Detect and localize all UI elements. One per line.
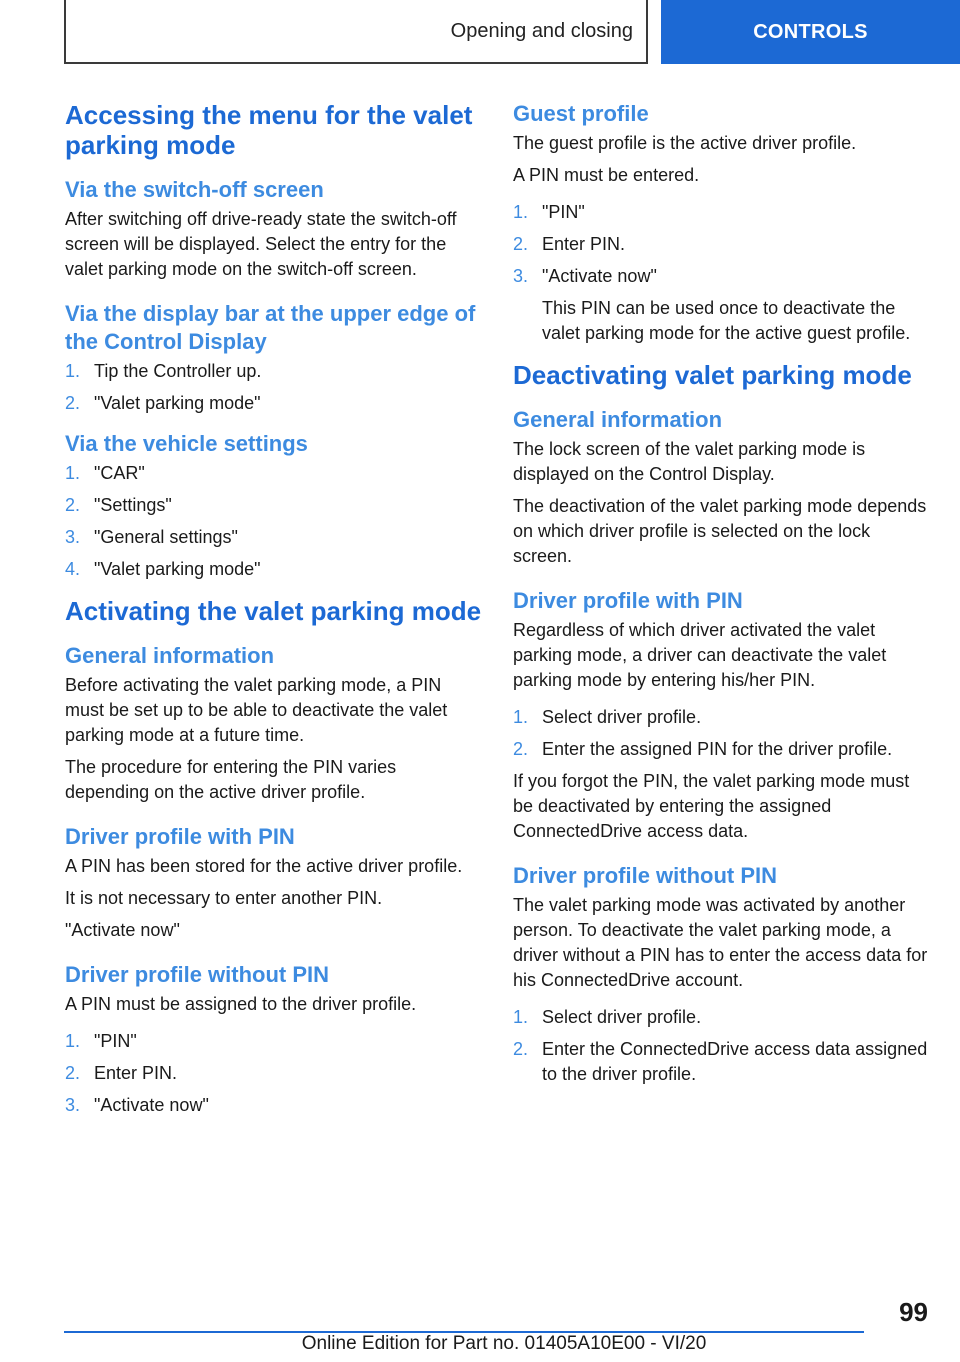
section-with-pin xyxy=(65,823,485,943)
paragraph-guest-1: The guest profile is the active driver profile. xyxy=(513,133,857,153)
list-number: 1. xyxy=(513,1007,529,1027)
list-number: 2. xyxy=(513,739,529,759)
heading-switch-off-screen: Via the switch-off screen xyxy=(65,177,324,202)
list-item xyxy=(65,359,485,384)
header-chapter-tab xyxy=(661,0,960,64)
section-with-pin-right xyxy=(513,587,933,844)
heading-deactivating: Deactivating valet parking mode xyxy=(513,360,912,390)
header-section-title: Opening and closing xyxy=(450,19,633,42)
paragraph-guest-2: A PIN must be entered. xyxy=(513,165,700,185)
section-display-bar xyxy=(65,300,485,416)
list-item xyxy=(65,1061,485,1086)
header-chapter-title: CONTROLS xyxy=(753,20,868,43)
paragraph-switch-off: After switching off drive-ready state the switch-off screen will be displayed. Select the entry for the valet parking mode on the switch-off screen. xyxy=(65,209,457,279)
paragraph-with-pin-3: "Activate now" xyxy=(65,920,180,940)
page-number: 99 xyxy=(899,1297,928,1327)
section-general-info-right xyxy=(513,406,933,569)
section-without-pin xyxy=(65,961,485,1118)
heading-general-info: General information xyxy=(65,643,275,668)
list-number: 2. xyxy=(65,1063,81,1083)
list-item xyxy=(65,461,485,486)
list-text: Select driver profile. xyxy=(542,707,702,727)
heading-without-pin: Driver profile without PIN xyxy=(513,863,778,888)
list-text: Enter the assigned PIN for the driver profile. xyxy=(542,739,893,759)
list-number: 3. xyxy=(65,1095,81,1115)
list-with-pin xyxy=(513,705,933,762)
paragraph-without-pin: The valet parking mode was activated by another person. To deactivate the valet parking mode, a driver without a PIN has to enter the access data for his ConnectedDrive account. xyxy=(513,895,928,990)
list-text: "General settings" xyxy=(94,527,238,547)
paragraph-with-pin-2: It is not necessary to enter another PIN. xyxy=(65,888,383,908)
list-item xyxy=(513,1037,933,1087)
list-number: 3. xyxy=(513,266,529,286)
paragraph-general-2: The deactivation of the valet parking mode depends on which driver profile is selected on the lock screen. xyxy=(513,496,927,566)
list-number: 1. xyxy=(513,202,529,222)
section-vehicle-settings xyxy=(65,430,485,582)
heading-display-bar: Via the display bar at the upper edge of the Control Display xyxy=(65,301,476,354)
heading-with-pin: Driver profile with PIN xyxy=(65,824,295,849)
list-number: 3. xyxy=(65,527,81,547)
list-text: "CAR" xyxy=(94,463,145,483)
paragraph-general-1: The lock screen of the valet parking mode is displayed on the Control Display. xyxy=(513,439,866,484)
list-text: "PIN" xyxy=(542,202,585,222)
heading-without-pin: Driver profile without PIN xyxy=(65,962,330,987)
list-text: "Valet parking mode" xyxy=(94,393,261,413)
list-text: "Valet parking mode" xyxy=(94,559,261,579)
paragraph-general-1: Before activating the valet parking mode, a PIN must be set up to be able to deactivate the valet parking mode at a future time. xyxy=(65,675,448,745)
heading-vehicle-settings: Via the vehicle settings xyxy=(65,431,308,456)
list-number: 1. xyxy=(513,707,529,727)
list-item xyxy=(513,264,933,346)
list-number: 2. xyxy=(65,495,81,515)
paragraph-without-pin: A PIN must be assigned to the driver profile. xyxy=(65,994,417,1014)
paragraph-general-2: The procedure for entering the PIN varies depending on the active driver profile. xyxy=(65,757,397,802)
list-item xyxy=(65,493,485,518)
paragraph-with-pin-1: A PIN has been stored for the active driver profile. xyxy=(65,856,463,876)
list-without-pin xyxy=(65,1029,485,1118)
heading-activating: Activating the valet parking mode xyxy=(65,596,482,626)
list-text: Select driver profile. xyxy=(542,1007,702,1027)
list-number: 2. xyxy=(513,234,529,254)
list-without-pin xyxy=(513,1005,933,1087)
section-guest-profile xyxy=(513,100,933,346)
heading-general-info: General information xyxy=(513,407,723,432)
heading-guest-profile: Guest profile xyxy=(513,101,649,126)
list-text: Enter PIN. xyxy=(94,1063,178,1083)
left-column xyxy=(65,100,485,1132)
guest-pin-note: This PIN can be used once to deactivate the valet parking mode for the active guest profile. xyxy=(542,298,911,343)
list-item xyxy=(65,391,485,416)
footer-edition: Online Edition for Part no. 01405A10E00 - VI/20 xyxy=(301,1333,707,1354)
list-text: Enter the ConnectedDrive access data assigned to the driver profile. xyxy=(542,1039,928,1084)
list-number: 1. xyxy=(65,361,81,381)
right-column xyxy=(513,100,933,1101)
list-display-bar xyxy=(65,359,485,416)
list-item xyxy=(65,1093,485,1118)
heading-with-pin: Driver profile with PIN xyxy=(513,588,743,613)
list-item xyxy=(65,525,485,550)
list-number: 2. xyxy=(513,1039,529,1059)
list-number: 4. xyxy=(65,559,81,579)
list-text: "Settings" xyxy=(94,495,172,515)
list-number: 1. xyxy=(65,463,81,483)
list-item xyxy=(513,705,933,730)
paragraph-forgot-pin: If you forgot the PIN, the valet parking mode must be deactivated by entering the assigned ConnectedDrive access data. xyxy=(513,771,910,841)
header-section-box xyxy=(64,0,648,64)
section-general-info xyxy=(65,642,485,805)
list-guest xyxy=(513,200,933,346)
list-text: "PIN" xyxy=(94,1031,137,1051)
list-item xyxy=(513,232,933,257)
list-item xyxy=(65,557,485,582)
section-switch-off xyxy=(65,176,485,282)
section-without-pin-right xyxy=(513,862,933,1087)
list-text: Enter PIN. xyxy=(542,234,626,254)
list-item xyxy=(513,737,933,762)
list-item xyxy=(513,200,933,225)
paragraph-with-pin: Regardless of which driver activated the valet parking mode, a driver can deactivate the valet parking mode by entering his/her PIN. xyxy=(513,620,887,690)
list-text xyxy=(542,264,933,346)
list-vehicle-settings xyxy=(65,461,485,582)
list-text-main: "Activate now" xyxy=(542,266,657,286)
heading-accessing-menu: Accessing the menu for the valet parking mode xyxy=(65,100,473,160)
list-text: Tip the Controller up. xyxy=(94,361,262,381)
list-number: 1. xyxy=(65,1031,81,1051)
list-item xyxy=(513,1005,933,1030)
list-text: "Activate now" xyxy=(94,1095,209,1115)
list-item xyxy=(65,1029,485,1054)
list-number: 2. xyxy=(65,393,81,413)
